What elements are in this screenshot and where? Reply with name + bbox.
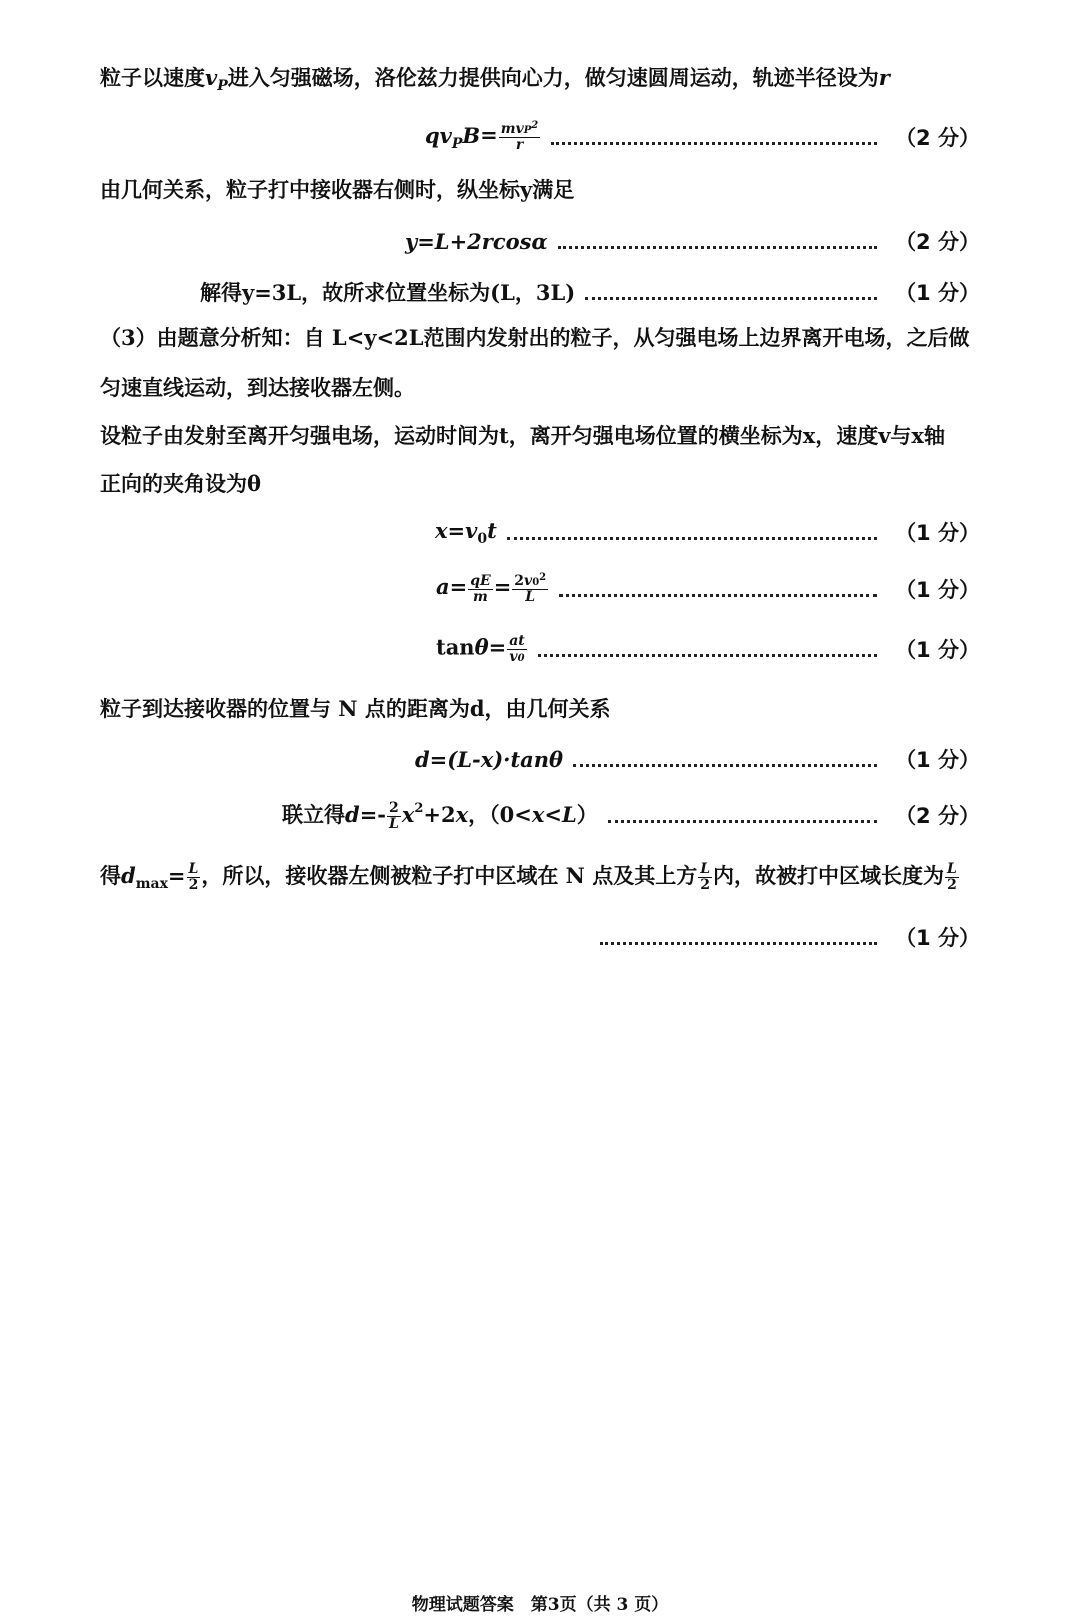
leader-dots [551, 130, 877, 145]
score-label: （1 分） [895, 926, 980, 950]
equation-acceleration: a= $\frac{qE}{m}$ = $\frac{2v0^2}{L}$ [436, 572, 547, 605]
score-label: （2 分） [895, 230, 980, 254]
leader-dots [608, 808, 877, 823]
score-label: （1 分） [895, 748, 980, 772]
leader-dots [558, 234, 877, 249]
page-footer: 物理试题答案 第3页（共 3 页） [411, 1595, 669, 1615]
paragraph-3: （3）由题意分析知：自 L<y<2L范围内发射出的粒子，从匀强电场上边界离开电场，之后做 [100, 325, 970, 350]
equation-row-5 [200, 572, 980, 606]
leader-dots [585, 285, 877, 300]
solution-result: 解得y=3L，故所求位置坐标为(L，3L) [200, 280, 576, 305]
equation-x: $x=v_0t$ [435, 517, 497, 547]
score-label: （2 分） [895, 804, 980, 828]
equation-row-7 [200, 742, 980, 776]
paragraph-1: 粒子以速度$v_P$进入匀强磁场，洛伦兹力提供向心力，做匀速圆周运动，轨迹半径设为r [100, 65, 890, 94]
equation-y-coordinate: y=L+2rcosα [405, 228, 548, 254]
equation-combined: 联立得d=- $\frac{2}{L}$ $x^2+2x$，（0<x<L） [282, 799, 598, 832]
paragraph-7: 粒子到达接收器的位置与 N 点的距离为d，由几何关系 [100, 696, 611, 721]
score-label: （2 分） [895, 126, 980, 150]
score-label: （1 分） [895, 638, 980, 662]
equation-row-8 [200, 798, 980, 832]
paragraph-5: 设粒子由发射至离开匀强电场，运动时间为t，离开匀强电场位置的横坐标为x，速度v与x轴 [100, 423, 945, 448]
equation-row-4 [200, 515, 980, 549]
score-label: （1 分） [895, 521, 980, 545]
equation-distance: d=(L-x)·tanθ [415, 746, 564, 772]
equation-tan-theta: tanθ= $\frac{at}{v0}$ [436, 632, 525, 665]
equation-row-2 [200, 224, 980, 258]
paragraph-6: 正向的夹角设为θ [100, 471, 262, 496]
leader-dots [600, 930, 877, 945]
leader-dots [507, 525, 877, 540]
equation-row-9 [200, 920, 980, 954]
paragraph-4: 匀速直线运动，到达接收器左侧。 [100, 375, 415, 400]
paragraph-8: 得$d_{max}=$ $\frac{L}{2}$ ，所以，接收器左侧被粒子打中区域在 N 点及其上方 $\frac{L}{2}$ 内，故被打中区域长度为 $\frac{L}{2}$ [100, 861, 957, 893]
leader-dots [573, 752, 877, 767]
score-label: （1 分） [895, 281, 980, 305]
score-label: （1 分） [895, 578, 980, 602]
leader-dots [538, 642, 877, 657]
equation-row-3 [200, 275, 980, 309]
equation-lorentz-force: $qv_PB=$ $\frac{mvP^2}{r}$ [425, 120, 539, 153]
equation-row-1 [200, 120, 980, 154]
leader-dots [559, 582, 877, 597]
equation-row-6 [200, 632, 980, 666]
paragraph-2: 由几何关系，粒子打中接收器右侧时，纵坐标y满足 [100, 177, 575, 202]
